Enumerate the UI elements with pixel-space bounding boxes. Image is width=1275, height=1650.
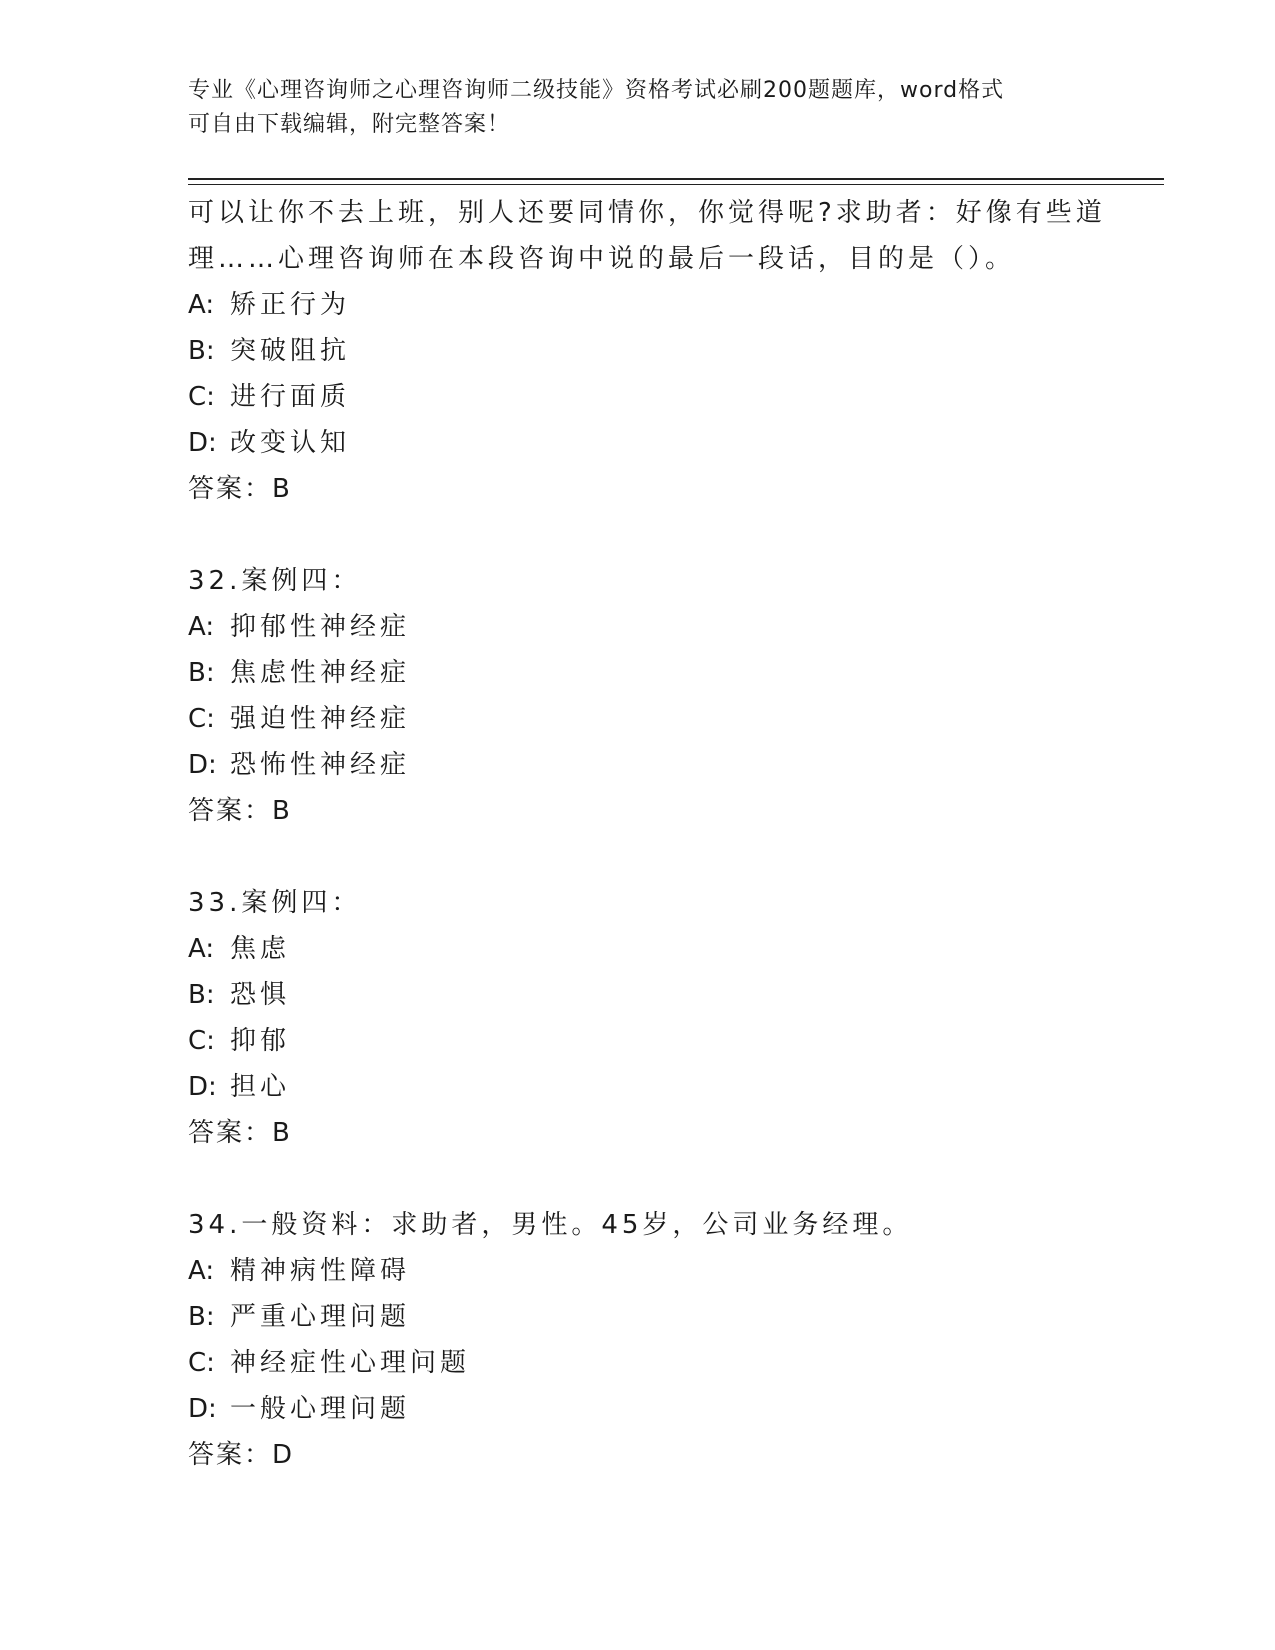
option-text: 神经症性心理问题 <box>230 1348 471 1378</box>
option-key: D: <box>188 1394 217 1424</box>
intro-line-1: 可以让你不去上班，别人还要同情你，你觉得呢?求助者：好像有些道 <box>188 198 1106 228</box>
option-key: C: <box>188 704 215 734</box>
option-text: 精神病性障碍 <box>230 1256 411 1286</box>
option-key: C: <box>188 382 215 412</box>
option-text: 突破阻抗 <box>230 336 351 366</box>
question-34 <box>188 1202 1148 1478</box>
option-key: A: <box>188 290 215 320</box>
option-text: 强迫性神经症 <box>230 704 411 734</box>
option-c <box>188 696 1148 742</box>
option-key: A: <box>188 1256 215 1286</box>
option-key: B: <box>188 1302 215 1332</box>
header-line-1: 专业《心理咨询师之心理咨询师二级技能》资格考试必刷200题题库，word格式 <box>188 78 1005 103</box>
answer-line: 答案：B <box>188 1118 292 1148</box>
option-key: A: <box>188 612 215 642</box>
option-d <box>188 742 1148 788</box>
option-key: D: <box>188 428 217 458</box>
option-text: 恐惧 <box>230 980 291 1010</box>
option-key: C: <box>188 1026 215 1056</box>
option-key: A: <box>188 934 215 964</box>
option-d <box>188 420 1148 466</box>
spacer <box>188 1156 1148 1202</box>
question-body <box>188 190 1148 1478</box>
question-stem: 34.一般资料：求助者，男性。45岁，公司业务经理。 <box>188 1210 913 1240</box>
option-b <box>188 328 1148 374</box>
option-key: C: <box>188 1348 215 1378</box>
option-b <box>188 972 1148 1018</box>
option-key: B: <box>188 658 215 688</box>
option-b <box>188 650 1148 696</box>
option-a <box>188 1248 1148 1294</box>
answer-line: 答案：B <box>188 796 292 826</box>
question-32 <box>188 558 1148 834</box>
answer-line: 答案：D <box>188 1440 295 1470</box>
question-33 <box>188 880 1148 1156</box>
option-text: 恐怖性神经症 <box>230 750 411 780</box>
answer-line: 答案：B <box>188 474 292 504</box>
spacer <box>188 834 1148 880</box>
intro-line-2: 理……心理咨询师在本段咨询中说的最后一段话，目的是（）。 <box>188 244 1016 274</box>
option-key: D: <box>188 750 217 780</box>
question-31 <box>188 282 1148 512</box>
header-rule-thick <box>188 178 1164 180</box>
option-a <box>188 282 1148 328</box>
option-text: 矫正行为 <box>230 290 351 320</box>
option-a <box>188 604 1148 650</box>
option-d <box>188 1386 1148 1432</box>
option-text: 一般心理问题 <box>230 1394 411 1424</box>
option-text: 焦虑性神经症 <box>230 658 411 688</box>
header-rule-thin <box>188 184 1164 185</box>
spacer <box>188 512 1148 558</box>
option-text: 焦虑 <box>230 934 291 964</box>
question-stem: 33.案例四： <box>188 888 362 918</box>
option-c <box>188 1340 1148 1386</box>
option-a <box>188 926 1148 972</box>
option-text: 抑郁 <box>230 1026 291 1056</box>
option-b <box>188 1294 1148 1340</box>
option-text: 抑郁性神经症 <box>230 612 411 642</box>
option-text: 严重心理问题 <box>230 1302 411 1332</box>
option-text: 改变认知 <box>230 428 351 458</box>
option-text: 担心 <box>230 1072 291 1102</box>
question-stem: 32.案例四： <box>188 566 362 596</box>
option-key: B: <box>188 336 215 366</box>
option-c <box>188 374 1148 420</box>
option-c <box>188 1018 1148 1064</box>
header-line-2: 可自由下载编辑，附完整答案！ <box>188 112 511 137</box>
option-text: 进行面质 <box>230 382 351 412</box>
option-key: B: <box>188 980 215 1010</box>
option-key: D: <box>188 1072 217 1102</box>
option-d <box>188 1064 1148 1110</box>
document-header <box>188 74 1088 142</box>
